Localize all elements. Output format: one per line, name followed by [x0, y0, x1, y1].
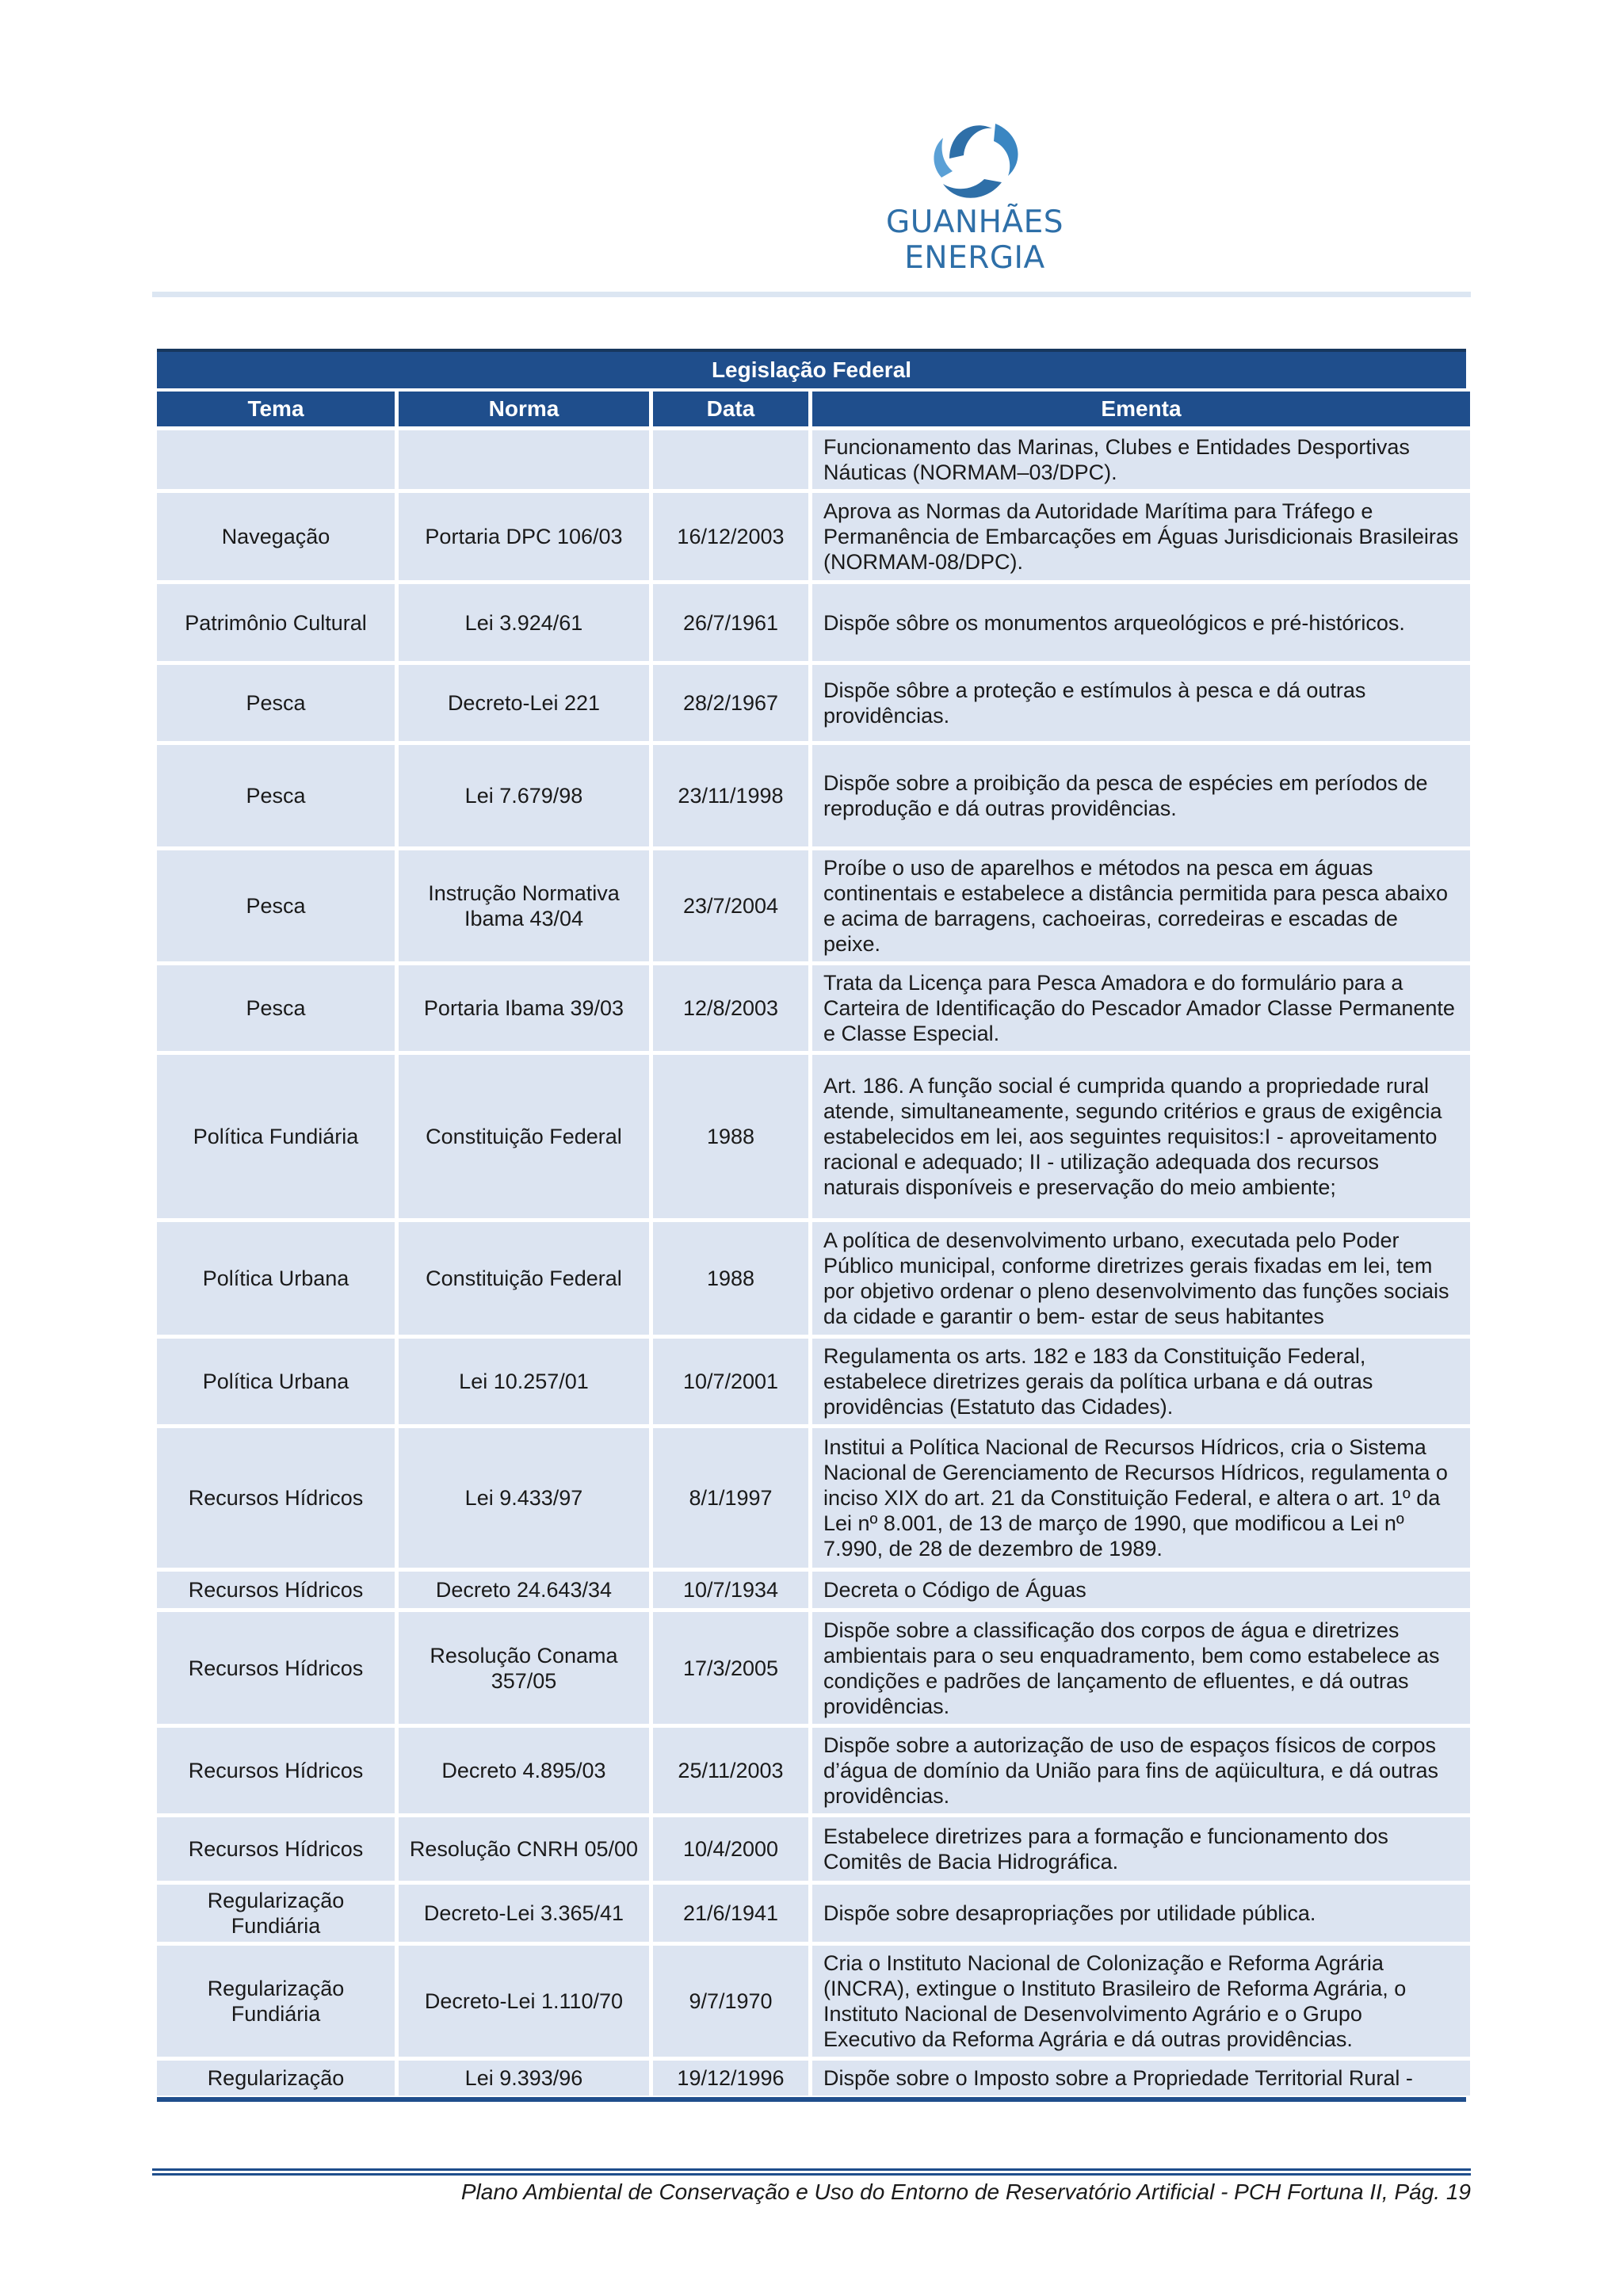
cell-norma: Decreto-Lei 221: [399, 665, 649, 741]
legislation-table: [153, 388, 1474, 2099]
cell-tema: Recursos Hídricos: [157, 1612, 395, 1724]
table-header-row: [157, 392, 1470, 426]
cell-ementa: Decreta o Código de Águas: [812, 1572, 1470, 1608]
cell-data: 1988: [653, 1055, 808, 1218]
cell-data: 10/7/2001: [653, 1339, 808, 1424]
table-title: Legislação Federal: [157, 349, 1466, 388]
cell-data: 10/4/2000: [653, 1817, 808, 1881]
cell-norma: Portaria DPC 106/03: [399, 493, 649, 580]
cell-norma: Decreto 4.895/03: [399, 1728, 649, 1813]
table-row: [157, 665, 1470, 741]
table-row: [157, 1055, 1470, 1218]
cell-ementa: Regulamenta os arts. 182 e 183 da Constituição Federal, estabelece diretrizes gerais da política urbana e dá outras providências (Estatuto das Cidades).: [812, 1339, 1470, 1424]
cell-norma: Instrução Normativa Ibama 43/04: [399, 850, 649, 961]
column-header-data: Data: [653, 392, 808, 426]
cell-ementa: Cria o Instituto Nacional de Colonização e Reforma Agrária (INCRA), extingue o Instituto Brasileiro de Reforma Agrária, o Instituto Nacional de Desenvolvimento Agrário e o Grupo Executivo da Reforma Agrária e dá outras providências.: [812, 1946, 1470, 2057]
cell-data: 23/11/1998: [653, 745, 808, 846]
cell-norma: Resolução Conama 357/05: [399, 1612, 649, 1724]
table-row: [157, 1728, 1470, 1813]
column-header-ementa: Ementa: [812, 392, 1470, 426]
cell-ementa: Aprova as Normas da Autoridade Marítima para Tráfego e Permanência de Embarcações em Águas Jurisdicionais Brasileiras (NORMAM-08/DPC).: [812, 493, 1470, 580]
table-row: [157, 1572, 1470, 1608]
cell-tema: Recursos Hídricos: [157, 1572, 395, 1608]
cell-ementa: Institui a Política Nacional de Recursos Hídricos, cria o Sistema Nacional de Gerenciamento de Recursos Hídricos, regulamenta o inciso XIX do art. 21 da Constituição Federal, e altera o art. 1º da Lei nº 8.001, de 13 de março de 1990, que modificou a Lei nº 7.990, de 28 de dezembro de 1989.: [812, 1428, 1470, 1568]
table-row: [157, 1428, 1470, 1568]
cell-tema: Patrimônio Cultural: [157, 584, 395, 661]
cell-tema: Política Urbana: [157, 1339, 395, 1424]
cell-ementa: Dispõe sôbre os monumentos arqueológicos e pré-históricos.: [812, 584, 1470, 661]
cell-norma: Decreto-Lei 1.110/70: [399, 1946, 649, 2057]
cell-tema: Navegação: [157, 493, 395, 580]
table-row: [157, 1222, 1470, 1335]
cell-norma: Decreto-Lei 3.365/41: [399, 1885, 649, 1942]
column-header-tema: Tema: [157, 392, 395, 426]
cell-ementa: Dispõe sobre a classificação dos corpos de água e diretrizes ambientais para o seu enquadramento, bem como estabelece as condições e padrões de lançamento de efluentes, e dá outras providências.: [812, 1612, 1470, 1724]
table-row: [157, 584, 1470, 661]
cell-ementa: Dispõe sobre a proibição da pesca de espécies em períodos de reprodução e dá outras providências.: [812, 745, 1470, 846]
cell-norma: Lei 7.679/98: [399, 745, 649, 846]
cell-ementa: Funcionamento das Marinas, Clubes e Entidades Desportivas Náuticas (NORMAM–03/DPC).: [812, 430, 1470, 489]
cell-norma: Resolução CNRH 05/00: [399, 1817, 649, 1881]
table-row: [157, 1817, 1470, 1881]
cell-tema: Pesca: [157, 745, 395, 846]
cell-ementa: Trata da Licença para Pesca Amadora e do formulário para a Carteira de Identificação do Pescador Amador Classe Permanente e Classe Especial.: [812, 965, 1470, 1051]
table-row: [157, 430, 1470, 489]
cell-norma: Lei 10.257/01: [399, 1339, 649, 1424]
table-row: [157, 745, 1470, 846]
footer-divider: [152, 2168, 1471, 2171]
company-logo: [816, 109, 1133, 276]
table-row: [157, 1339, 1470, 1424]
cell-tema: Regularização Fundiária: [157, 1885, 395, 1942]
page-footer: Plano Ambiental de Conservação e Uso do Entorno de Reservatório Artificial - PCH Fortuna II, Pág. 19: [460, 2179, 1471, 2204]
table-bottom-border: [157, 2097, 1466, 2102]
cell-data: 1988: [653, 1222, 808, 1335]
table-row: [157, 965, 1470, 1051]
cell-tema: Recursos Hídricos: [157, 1817, 395, 1881]
cell-tema: Pesca: [157, 965, 395, 1051]
cell-ementa: A política de desenvolvimento urbano, executada pelo Poder Público municipal, conforme diretrizes gerais fixadas em lei, tem por objetivo ordenar o pleno desenvolvimento das funções sociais da cidade e garantir o bem- estar de seus habitantes: [812, 1222, 1470, 1335]
cell-data: 16/12/2003: [653, 493, 808, 580]
cell-data: 9/7/1970: [653, 1946, 808, 2057]
cell-tema: Política Fundiária: [157, 1055, 395, 1218]
cell-data: 17/3/2005: [653, 1612, 808, 1724]
cell-tema: Regularização: [157, 2061, 395, 2095]
cell-data: 12/8/2003: [653, 965, 808, 1051]
legislation-table-container: [157, 349, 1466, 2102]
cell-data: 26/7/1961: [653, 584, 808, 661]
cell-norma: Constituição Federal: [399, 1222, 649, 1335]
cell-ementa: Proíbe o uso de aparelhos e métodos na pesca em águas continentais e estabelece a distância permitida para pesca abaixo e acima de barragens, cachoeiras, corredeiras e escadas de peixe.: [812, 850, 1470, 961]
header-divider: [152, 292, 1471, 297]
cell-norma: Portaria Ibama 39/03: [399, 965, 649, 1051]
cell-norma: Lei 9.393/96: [399, 2061, 649, 2095]
footer-divider-secondary: [152, 2173, 1471, 2176]
cell-norma: Constituição Federal: [399, 1055, 649, 1218]
cell-tema: Recursos Hídricos: [157, 1728, 395, 1813]
cell-norma: Lei 3.924/61: [399, 584, 649, 661]
cell-norma: Lei 9.433/97: [399, 1428, 649, 1568]
cell-data: 10/7/1934: [653, 1572, 808, 1608]
cell-tema: Regularização Fundiária: [157, 1946, 395, 2057]
cell-tema: Política Urbana: [157, 1222, 395, 1335]
cell-tema: Pesca: [157, 665, 395, 741]
cell-data: 21/6/1941: [653, 1885, 808, 1942]
cell-ementa: Estabelece diretrizes para a formação e funcionamento dos Comitês de Bacia Hidrográfica.: [812, 1817, 1470, 1881]
cell-data: 25/11/2003: [653, 1728, 808, 1813]
cell-data: 19/12/1996: [653, 2061, 808, 2095]
cell-tema: Pesca: [157, 850, 395, 961]
cell-norma: Decreto 24.643/34: [399, 1572, 649, 1608]
cell-data: 23/7/2004: [653, 850, 808, 961]
cell-ementa: Dispõe sobre a autorização de uso de espaços físicos de corpos d’água de domínio da União para fins de aqüicultura, e dá outras providências.: [812, 1728, 1470, 1813]
cell-tema: [157, 430, 395, 489]
cell-ementa: Dispõe sôbre a proteção e estímulos à pesca e dá outras providências.: [812, 665, 1470, 741]
table-row: [157, 1885, 1470, 1942]
cell-ementa: Dispõe sobre desapropriações por utilidade pública.: [812, 1885, 1470, 1942]
table-row: [157, 850, 1470, 961]
cell-norma: [399, 430, 649, 489]
cell-ementa: Art. 186. A função social é cumprida quando a propriedade rural atende, simultaneamente, segundo critérios e graus de exigência estabelecidos em lei, aos seguintes requisitos:I - aproveitamento racional e adequado; II - utilização adequada dos recursos naturais disponíveis e preservação do meio ambiente;: [812, 1055, 1470, 1218]
cell-ementa: Dispõe sobre o Imposto sobre a Propriedade Territorial Rural -: [812, 2061, 1470, 2095]
cell-data: [653, 430, 808, 489]
table-row: [157, 493, 1470, 580]
table-row: [157, 2061, 1470, 2095]
cell-tema: Recursos Hídricos: [157, 1428, 395, 1568]
table-row: [157, 1946, 1470, 2057]
logo-text: GUANHÃES ENERGIA: [885, 204, 1064, 276]
table-row: [157, 1612, 1470, 1724]
cell-data: 8/1/1997: [653, 1428, 808, 1568]
logo-swirl-icon: [926, 109, 1024, 203]
cell-data: 28/2/1967: [653, 665, 808, 741]
column-header-norma: Norma: [399, 392, 649, 426]
